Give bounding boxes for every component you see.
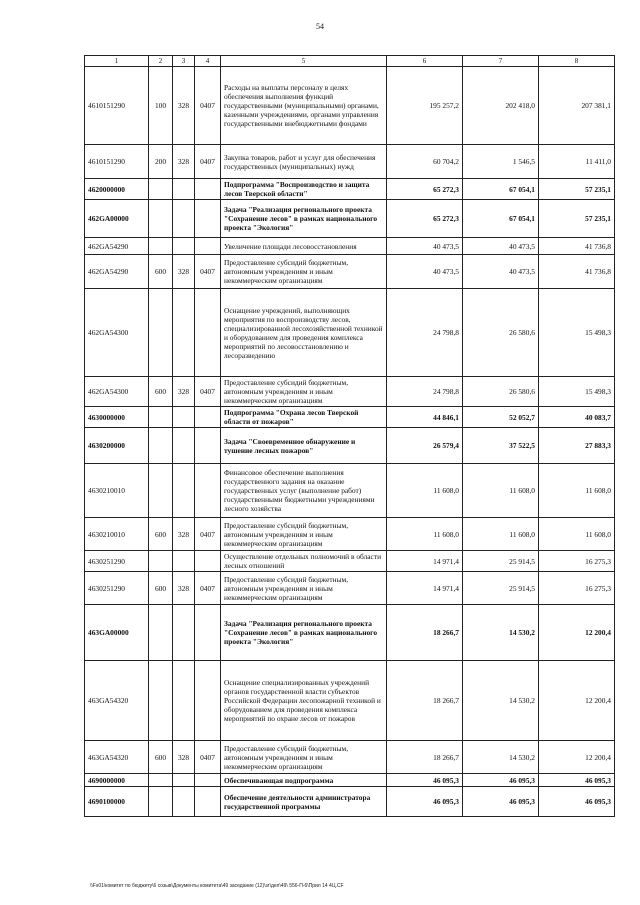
row-expense-type: 600 — [149, 377, 173, 407]
row-description: Предоставление субсидий бюджетным, автономным учреждениям и иным некоммерческим организациям — [221, 377, 387, 407]
table-row — [85, 572, 615, 605]
row-amount-col7: 14 530,2 — [463, 605, 539, 661]
row-expense-type: 200 — [149, 145, 173, 179]
row-code: 463GA54320 — [85, 661, 149, 741]
row-amount-col8: 12 200,4 — [539, 741, 615, 774]
row-description: Предоставление субсидий бюджетным, автономным учреждениям и иным некоммерческим организациям — [221, 572, 387, 605]
row-amount-col7: 25 914,5 — [463, 572, 539, 605]
row-section: 0407 — [195, 255, 221, 289]
row-description: Закупка товаров, работ и услуг для обеспечения государственных (муниципальных) нужд — [221, 145, 387, 179]
row-department — [173, 200, 195, 238]
row-section: 0407 — [195, 67, 221, 145]
row-amount-col8: 12 200,4 — [539, 605, 615, 661]
row-expense-type — [149, 774, 173, 787]
page-number: 54 — [316, 22, 324, 31]
table-row — [85, 255, 615, 289]
row-description: Увеличение площади лесовосстановления — [221, 238, 387, 255]
row-code: 4620000000 — [85, 179, 149, 200]
row-amount-col8: 41 736,8 — [539, 255, 615, 289]
row-description: Расходы на выплаты персоналу в целях обеспечения выполнения функций государственными (муниципальными) органами, казенными учреждениями, органами управления государственными внебюджетными фондами — [221, 67, 387, 145]
column-header: 8 — [539, 56, 615, 67]
row-description: Подпрограмма "Охрана лесов Тверской области от пожаров" — [221, 407, 387, 428]
row-expense-type — [149, 179, 173, 200]
row-department: 328 — [173, 145, 195, 179]
row-code: 462GA00000 — [85, 200, 149, 238]
row-section — [195, 605, 221, 661]
row-amount-col7: 25 914,5 — [463, 551, 539, 572]
column-header: 6 — [387, 56, 463, 67]
row-expense-type: 600 — [149, 518, 173, 551]
row-description: Обеспечивающая подпрограмма — [221, 774, 387, 787]
row-description: Обеспечение деятельности администратора государственной программы — [221, 787, 387, 817]
row-department — [173, 179, 195, 200]
row-expense-type: 600 — [149, 741, 173, 774]
row-expense-type — [149, 407, 173, 428]
column-header: 5 — [221, 56, 387, 67]
column-header: 7 — [463, 56, 539, 67]
row-amount-col7: 46 095,3 — [463, 774, 539, 787]
row-code: 4690000000 — [85, 774, 149, 787]
row-department — [173, 428, 195, 464]
row-amount-col6: 40 473,5 — [387, 238, 463, 255]
row-amount-col7: 40 473,5 — [463, 255, 539, 289]
row-department: 328 — [173, 572, 195, 605]
row-amount-col7: 52 052,7 — [463, 407, 539, 428]
row-expense-type — [149, 787, 173, 817]
row-amount-col7: 37 522,5 — [463, 428, 539, 464]
row-amount-col6: 11 608,0 — [387, 518, 463, 551]
row-amount-col7: 14 530,2 — [463, 741, 539, 774]
row-section — [195, 179, 221, 200]
row-section — [195, 407, 221, 428]
row-amount-col8: 15 498,3 — [539, 289, 615, 377]
row-section — [195, 289, 221, 377]
row-code: 4610151290 — [85, 145, 149, 179]
row-description: Подпрограмма "Воспроизводство и защита лесов Тверской области" — [221, 179, 387, 200]
row-amount-col8: 57 235,1 — [539, 200, 615, 238]
row-amount-col8: 40 083,7 — [539, 407, 615, 428]
row-amount-col6: 24 798,8 — [387, 289, 463, 377]
table-row — [85, 661, 615, 741]
table-row — [85, 551, 615, 572]
column-header: 1 — [85, 56, 149, 67]
row-amount-col7: 46 095,3 — [463, 787, 539, 817]
row-code: 4610151290 — [85, 67, 149, 145]
row-section — [195, 428, 221, 464]
row-section: 0407 — [195, 145, 221, 179]
row-expense-type: 100 — [149, 67, 173, 145]
row-amount-col8: 57 235,1 — [539, 179, 615, 200]
row-code: 4630000000 — [85, 407, 149, 428]
row-section — [195, 661, 221, 741]
row-expense-type: 600 — [149, 572, 173, 605]
row-section: 0407 — [195, 518, 221, 551]
table-row — [85, 518, 615, 551]
row-expense-type — [149, 289, 173, 377]
row-amount-col6: 65 272,3 — [387, 179, 463, 200]
row-department — [173, 238, 195, 255]
row-department: 328 — [173, 741, 195, 774]
row-code: 4630200000 — [85, 428, 149, 464]
budget-table — [84, 55, 615, 817]
row-amount-col7: 202 418,0 — [463, 67, 539, 145]
row-section — [195, 464, 221, 518]
row-amount-col7: 40 473,5 — [463, 238, 539, 255]
row-expense-type — [149, 661, 173, 741]
row-description: Задача "Своевременное обнаружение и тушение лесных пожаров" — [221, 428, 387, 464]
row-amount-col8: 207 381,1 — [539, 67, 615, 145]
row-department: 328 — [173, 255, 195, 289]
table-row — [85, 145, 615, 179]
row-description: Предоставление субсидий бюджетным, автономным учреждениям и иным некоммерческим организациям — [221, 741, 387, 774]
row-department — [173, 661, 195, 741]
row-section: 0407 — [195, 377, 221, 407]
row-amount-col6: 18 266,7 — [387, 741, 463, 774]
row-section — [195, 551, 221, 572]
row-amount-col6: 11 608,0 — [387, 464, 463, 518]
row-department — [173, 774, 195, 787]
row-amount-col8: 46 095,3 — [539, 774, 615, 787]
row-amount-col8: 11 608,0 — [539, 518, 615, 551]
row-section — [195, 774, 221, 787]
row-code: 4690100000 — [85, 787, 149, 817]
column-header: 2 — [149, 56, 173, 67]
row-amount-col7: 26 580,6 — [463, 289, 539, 377]
row-amount-col6: 60 704,2 — [387, 145, 463, 179]
row-amount-col8: 16 275,3 — [539, 551, 615, 572]
row-code: 463GA00000 — [85, 605, 149, 661]
row-expense-type — [149, 200, 173, 238]
row-department: 328 — [173, 518, 195, 551]
row-amount-col6: 14 971,4 — [387, 572, 463, 605]
row-amount-col8: 46 095,3 — [539, 787, 615, 817]
row-amount-col6: 44 846,1 — [387, 407, 463, 428]
row-section — [195, 200, 221, 238]
row-code: 4630251290 — [85, 551, 149, 572]
table-row — [85, 179, 615, 200]
row-description: Оснащение специализированных учреждений органов государственной власти субъектов Российской Федерации лесопожарной техникой и оборудованием для проведения комплекса мероприятий по охране лесов от пожаров — [221, 661, 387, 741]
row-amount-col7: 67 054,1 — [463, 179, 539, 200]
row-amount-col6: 46 095,3 — [387, 774, 463, 787]
row-department — [173, 407, 195, 428]
row-code: 4630210010 — [85, 464, 149, 518]
row-amount-col8: 41 736,8 — [539, 238, 615, 255]
row-description: Оснащение учреждений, выполняющих мероприятия по воспроизводству лесов, специализированной лесохозяйственной техникой и оборудованием для проведения комплекса мероприятий по лесовосстановлению и лесоразведению — [221, 289, 387, 377]
row-amount-col8: 16 275,3 — [539, 572, 615, 605]
row-amount-col8: 11 608,0 — [539, 464, 615, 518]
row-expense-type — [149, 551, 173, 572]
column-header: 4 — [195, 56, 221, 67]
row-code: 462GA54300 — [85, 377, 149, 407]
row-section — [195, 787, 221, 817]
row-description: Задача "Реализация регионального проекта "Сохранение лесов" в рамках национального проекта "Экология" — [221, 605, 387, 661]
row-expense-type — [149, 605, 173, 661]
row-department — [173, 289, 195, 377]
row-code: 463GA54320 — [85, 741, 149, 774]
row-section: 0407 — [195, 741, 221, 774]
column-number-header-row — [85, 56, 615, 67]
row-amount-col7: 67 054,1 — [463, 200, 539, 238]
row-section — [195, 238, 221, 255]
table-row — [85, 407, 615, 428]
row-amount-col7: 14 530,2 — [463, 661, 539, 741]
row-amount-col8: 15 498,3 — [539, 377, 615, 407]
row-department — [173, 464, 195, 518]
row-section: 0407 — [195, 572, 221, 605]
table-row — [85, 238, 615, 255]
table-row — [85, 741, 615, 774]
row-amount-col7: 26 580,6 — [463, 377, 539, 407]
row-amount-col7: 11 608,0 — [463, 518, 539, 551]
row-expense-type — [149, 238, 173, 255]
row-expense-type: 600 — [149, 255, 173, 289]
row-department — [173, 551, 195, 572]
row-amount-col8: 27 883,3 — [539, 428, 615, 464]
row-amount-col6: 24 798,8 — [387, 377, 463, 407]
row-code: 462GA54290 — [85, 255, 149, 289]
row-code: 462GA54300 — [85, 289, 149, 377]
row-department: 328 — [173, 67, 195, 145]
row-amount-col6: 18 266,7 — [387, 605, 463, 661]
row-expense-type — [149, 464, 173, 518]
row-description: Задача "Реализация регионального проекта "Сохранение лесов" в рамках национального проекта "Экология" — [221, 200, 387, 238]
table-row — [85, 67, 615, 145]
table-row — [85, 428, 615, 464]
row-code: 4630251290 — [85, 572, 149, 605]
table-row — [85, 464, 615, 518]
row-description: Осуществление отдельных полномочий в области лесных отношений — [221, 551, 387, 572]
row-amount-col7: 1 546,5 — [463, 145, 539, 179]
row-department — [173, 605, 195, 661]
table-row — [85, 605, 615, 661]
table-row — [85, 289, 615, 377]
table-row — [85, 200, 615, 238]
row-amount-col6: 195 257,2 — [387, 67, 463, 145]
row-department: 328 — [173, 377, 195, 407]
file-path-footer: \\Fs01\комитет по бюджету\6 созыв\Документы комитета\49 заседание (12)\зг\дел\49\ 556-П-6\Прил 14 4Ц.CF — [90, 883, 344, 889]
row-amount-col6: 65 272,3 — [387, 200, 463, 238]
row-amount-col6: 40 473,5 — [387, 255, 463, 289]
row-amount-col6: 18 266,7 — [387, 661, 463, 741]
row-amount-col6: 26 579,4 — [387, 428, 463, 464]
row-description: Финансовое обеспечение выполнения государственного задания на оказание государственных услуг (выполнение работ) государственными бюджетными учреждениями лесного хозяйства — [221, 464, 387, 518]
row-code: 462GA54290 — [85, 238, 149, 255]
row-expense-type — [149, 428, 173, 464]
row-amount-col6: 46 095,3 — [387, 787, 463, 817]
table-row — [85, 774, 615, 787]
row-code: 4630210010 — [85, 518, 149, 551]
row-department — [173, 787, 195, 817]
row-description: Предоставление субсидий бюджетным, автономным учреждениям и иным некоммерческим организациям — [221, 255, 387, 289]
row-amount-col8: 12 200,4 — [539, 661, 615, 741]
row-amount-col8: 11 411,0 — [539, 145, 615, 179]
table-row — [85, 787, 615, 817]
row-description: Предоставление субсидий бюджетным, автономным учреждениям и иным некоммерческим организациям — [221, 518, 387, 551]
row-amount-col7: 11 608,0 — [463, 464, 539, 518]
column-header: 3 — [173, 56, 195, 67]
row-amount-col6: 14 971,4 — [387, 551, 463, 572]
table-row — [85, 377, 615, 407]
